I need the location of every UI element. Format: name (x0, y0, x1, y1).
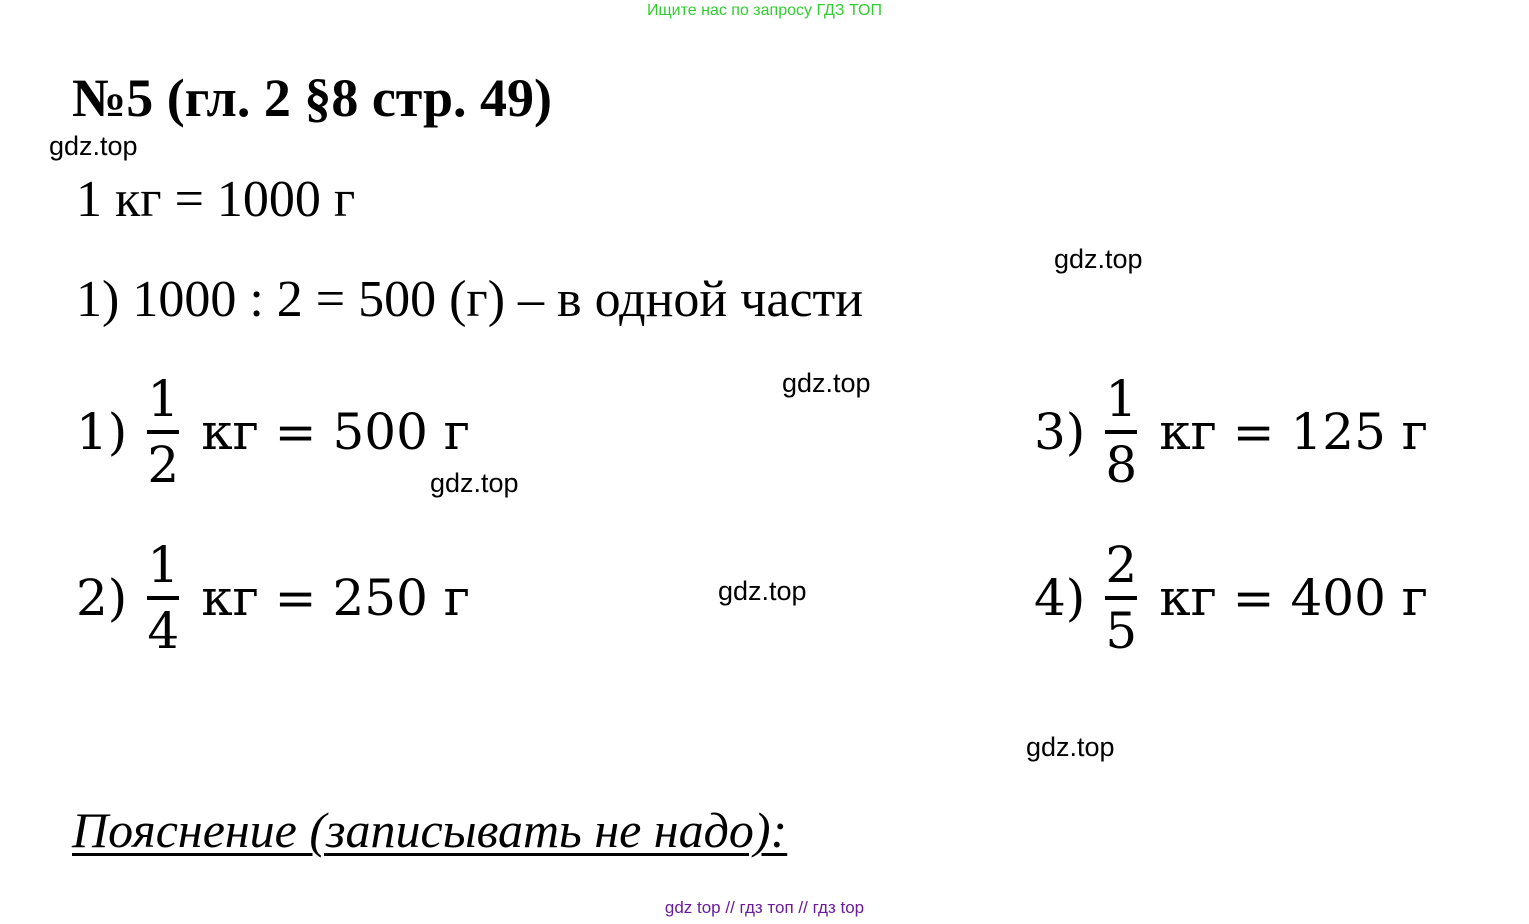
fraction-numerator: 1 (147, 536, 180, 594)
item-label: 3) (1034, 403, 1086, 461)
fraction-numerator: 1 (147, 370, 180, 428)
fraction-denominator: 2 (147, 436, 180, 494)
fraction-bar (147, 430, 179, 434)
footer-part: гдз top (812, 898, 865, 917)
fraction (147, 536, 179, 660)
watermark: gdz.top (1054, 244, 1143, 274)
footer-separator: // (798, 898, 808, 917)
footer-part: gdz top (664, 898, 721, 917)
fraction (1105, 536, 1137, 660)
watermark: gdz.top (782, 368, 871, 398)
fraction-denominator: 5 (1105, 602, 1138, 660)
fraction-item-2 (76, 536, 470, 660)
kg-conversion-line: 1 кг = 1000 г (76, 171, 356, 228)
fraction-numerator: 2 (1105, 536, 1138, 594)
fraction (147, 370, 179, 494)
item-label: 4) (1034, 569, 1086, 627)
explanation-heading: Пояснение (записывать не надо): (72, 802, 788, 858)
watermark: gdz.top (430, 468, 519, 498)
fraction-item-1 (76, 370, 470, 494)
search-hint-banner: Ищите нас по запросу ГДЗ ТОП (647, 2, 882, 19)
fraction-item-4 (1034, 536, 1428, 660)
watermark: gdz.top (718, 576, 807, 606)
fraction (1105, 370, 1137, 494)
page-title: №5 (гл. 2 §8 стр. 49) (72, 68, 552, 128)
item-result: кг = 250 г (201, 569, 470, 627)
fraction-bar (1105, 430, 1137, 434)
item-label: 2) (76, 569, 128, 627)
fraction-item-3 (1034, 370, 1428, 494)
watermark: gdz.top (1026, 732, 1115, 762)
item-result: кг = 125 г (1159, 403, 1428, 461)
footer-watermark (0, 898, 1529, 918)
footer-part: гдз топ (739, 898, 794, 917)
footer-separator: // (725, 898, 735, 917)
fraction-denominator: 8 (1105, 436, 1138, 494)
item-label: 1) (76, 403, 128, 461)
item-result: кг = 500 г (201, 403, 470, 461)
watermark: gdz.top (49, 131, 138, 161)
step-one-line: 1) 1000 : 2 = 500 (г) – в одной части (76, 271, 864, 328)
fraction-bar (147, 596, 179, 600)
fraction-denominator: 4 (147, 602, 180, 660)
fraction-bar (1105, 596, 1137, 600)
item-result: кг = 400 г (1159, 569, 1428, 627)
fraction-numerator: 1 (1105, 370, 1138, 428)
